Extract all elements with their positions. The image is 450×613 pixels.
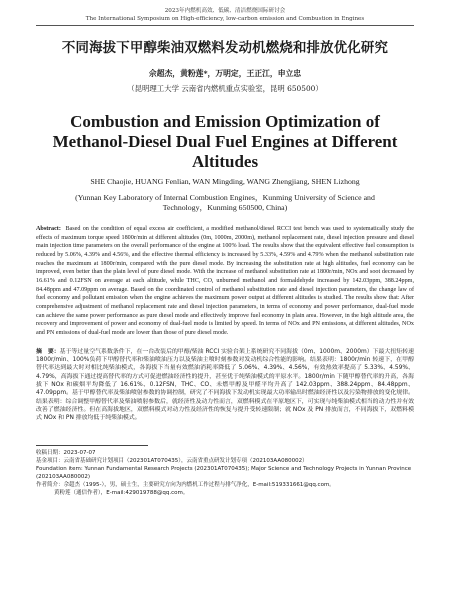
header-rule — [36, 25, 414, 26]
english-authors: SHE Chaojie, HUANG Fenlian, WAN Mingding, WANG Zhengjiang, SHEN Lizhong — [90, 177, 360, 186]
chinese-abstract-text: 基于等过量空气系数条件下，在一台改装后的甲醇/柴油 RCCI 实验台架上系统研究不同海拔（0m、1000m、2000m）下最大扭矩转速 1800r/min、100%负荷下甲醇替代率和柴油喷油压力以及柴油主喷时刻参数对发动机综合性能的影响。结果表明：1800r/min 转速下，在甲醇替代率达到最大时对相比纯柴油模式，各海拔下当量有效燃油消耗率降低了 5.06%、4.39%、4.56%，有效热效率提高了 5.33%、4.59%、4.79%，高海拔下通过提高替代率的方式可促进燃油经济性的提升，甚至优于纯柴油模式的平原水平。1800r/min 下随甲醇替代率的升高，各海拔下 NOx 和碳烟平均降低了 16.61%、0.12FSN，THC、CO、未燃甲醇及甲醛平均升高了 142.03ppm、388.24ppm、84.48ppm、47.09ppm。基于甲醇替代率及柴油喷射参数的协调控制，研究了不同海拔下发动机实现最大功率输出时燃油经济性以及污染物排放的变化规律。结果表明：综合调整甲醇替代率及柴油喷射参数后，就经济性及动力性而言，双燃料模式在平原地区下，可实现与纯柴油模式相当的动力性并有效改善了燃油经济性。但在高海拔地区，双燃料模式对动力性及经济性的恢复与提升受转速限制；就 NOx 及 PN 排放而言，不同海拔下，双燃料模式 NOx 和 PN 排放均低于纯柴油模式。 — [36, 348, 415, 422]
chinese-title: 不同海拔下甲醇柴油双燃料发动机燃烧和排放优化研究 — [61, 41, 389, 56]
chinese-authors: 佘超杰，黄粉莲*，万明定，王正江，申立忠 — [148, 69, 302, 78]
footnote-funding-en: Foundation item: Yunnan Fundamental Research Projects (202301AT070435); Major Science and Technology Projects in Yunnan Province (202103AA080002) — [36, 465, 412, 480]
english-abstract — [36, 225, 414, 338]
footnote-corresponding-author: 黄粉莲（通信作者），E-mail:429019788@qq.com。 — [54, 490, 189, 497]
footnotes — [36, 449, 414, 498]
footnote-author-bio: 作者简介：佘超杰（1995-），男，硕士生，主要研究方向为内燃机工作过程与排气净化，E-mail:519331661@qq.com。 — [36, 482, 335, 488]
english-abstract-text: Based on the condition of equal excess air coefficient, a modified methanol/diesel RCCI test bench was used to systematically study the effects of maximum torque speed 1800r/min at different altitudes (0m, 1000m, 2000m), methanol replacement rate, diesel injection pressure and diesel main injection time parameters on the overall performance of the engine at 100% load. The results show that the equivalent effective fuel consumption is reduced by 5.06%, 4.39% and 4.56%, and the effective thermal efficiency is increased by 5.33%, 4.59% and 4.79% when the methanol substitution rate reaches the maximum at 1800r/min, compared with the pure diesel mode. By increasing the substitution rate at high altitudes, fuel economy can be improved, even better than the plain level of pure diesel mode. With the increase of methanol substitution rate at 1800r/min, NOx and soot decreased by 16.61% and 0.12FSN on average at each altitude, while THC, CO, unburned methanol and formaldehyde increased by 142.03ppm, 388.24ppm, 84.48ppm and 47.09ppm on average. Based on the coordinated control of methanol substitution rate and diesel injection parameters, the change law of fuel economy and pollutant emission when the engine achieves the maximum power output at different altitudes is studied. The results show that: After comprehensive adjustment of methanol replacement rate and diesel injection parameters, in terms of economy and power performance, dual-fuel mode can achieve the same power performance as pure diesel mode and effectively improve fuel economy in plain area. However, in the high altitude area, the recovery and improvement of power and economy of dual-fuel mode is limited by speed. In terms of NOx and PN emissions, at different altitudes, NOx and PN emissions of dual-fuel mode are lower than those of pure diesel mode. — [36, 226, 414, 336]
english-title: Combustion and Emission Optimization of Methanol-Diesel Dual Fuel Engines at Different Altitudes — [52, 112, 398, 171]
chinese-abstract — [36, 348, 414, 423]
english-affiliation: (Yunnan Key Laboratory of Internal Combustion Engines，Kunming University of Science and Technology，Kunming 650500, China) — [75, 193, 375, 212]
footnote-funding-zh: 基金项目：云南省基础研究计划项目（202301AT070435），云南省重点研发计划专项（202103AA080002） — [36, 457, 308, 464]
chinese-abstract-label: 摘 要： — [36, 348, 60, 355]
footnote-received-date: 收稿日期：2023-07-07 — [36, 449, 96, 456]
chinese-affiliation: （昆明理工大学 云南省内燃机重点实验室，昆明 650500） — [127, 84, 323, 93]
running-header-en: The International Symposium on High-efficiency, low-carbon emission and Combustion in Engines — [85, 15, 365, 22]
running-header-zh: 2023年内燃机高效、低碳、清洁燃烧国际研讨会 — [164, 8, 286, 14]
english-abstract-label: Abstract: — [36, 226, 61, 232]
footnote-rule — [36, 445, 148, 446]
